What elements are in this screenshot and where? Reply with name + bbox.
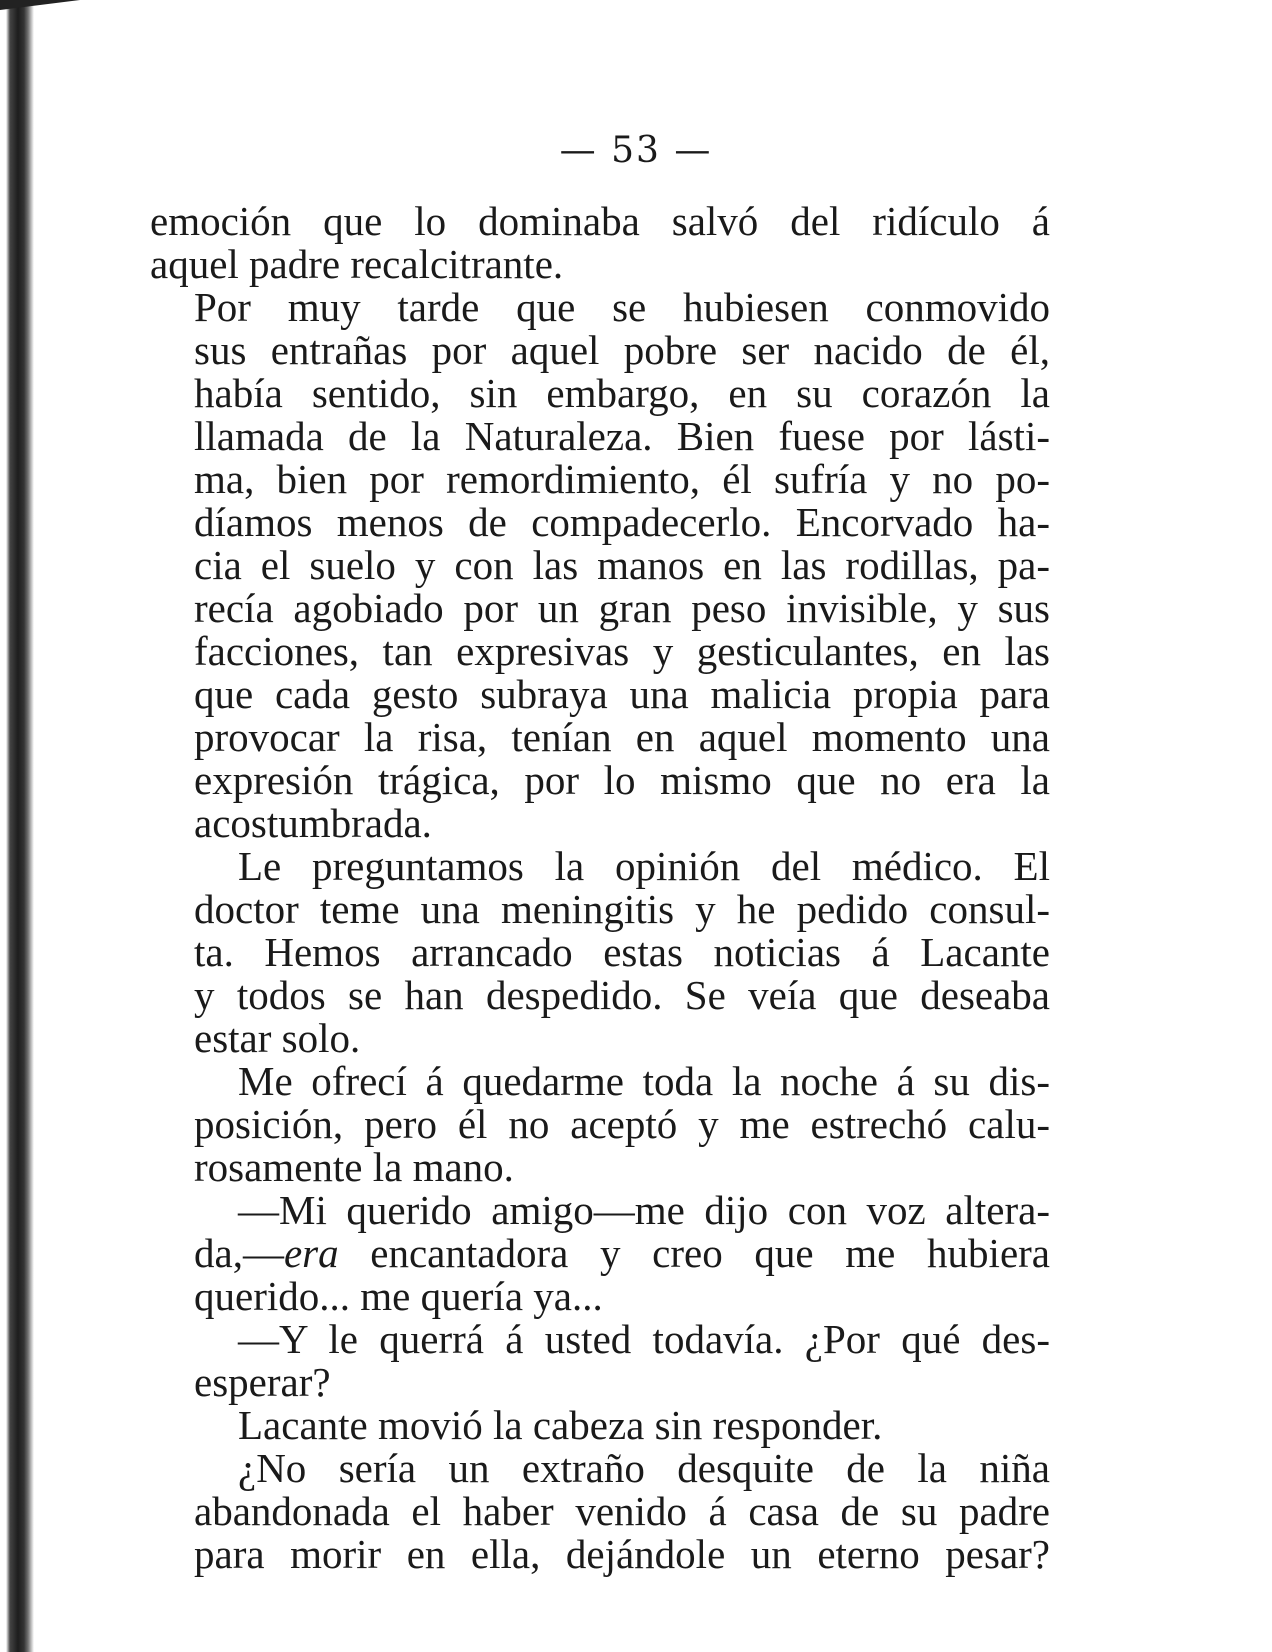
text-line: Me ofrecí á quedarme toda la noche á su dis- — [238, 1058, 1050, 1104]
paragraph-5 — [150, 1189, 1050, 1318]
text-line: cia el suelo y con las manos en las rodillas, pa- — [194, 542, 1050, 588]
paragraph-8 — [150, 1447, 1050, 1576]
text-line: Por muy tarde que se hubiesen conmovido — [194, 284, 1050, 330]
text-line: posición, pero él no aceptó y me estrechó calu- — [194, 1101, 1050, 1147]
text-line: aquel padre recalcitrante. — [150, 241, 564, 287]
text-line: ¿No sería un extraño desquite de la niña — [238, 1445, 1050, 1491]
text-line: y todos se han despedido. Se veía que deseaba — [194, 972, 1050, 1018]
text-line: querido... me quería ya... — [194, 1273, 603, 1319]
paragraph-4 — [150, 1060, 1050, 1189]
text-line: recía agobiado por un gran peso invisible, y sus — [194, 585, 1050, 631]
text-line: facciones, tan expresivas y gesticulantes, en las — [194, 628, 1050, 674]
page-number: — 53 — — [559, 130, 713, 171]
text-line: que cada gesto subraya una malicia propia para — [194, 671, 1050, 717]
text-line: —Mi querido amigo—me dijo con voz altera- — [238, 1187, 1050, 1233]
body-text — [150, 200, 1050, 1576]
text-line: abandonada el haber venido á casa de su padre — [194, 1488, 1050, 1534]
text-line: rosamente la mano. — [194, 1144, 514, 1190]
text-line: llamada de la Naturaleza. Bien fuese por lásti- — [194, 413, 1050, 459]
text-line: díamos menos de compadecerlo. Encorvado ha- — [194, 499, 1050, 545]
text-line: —Y le querrá á usted todavía. ¿Por qué des- — [238, 1316, 1050, 1362]
paragraph-7 — [150, 1404, 1050, 1447]
text-line: estar solo. — [194, 1015, 361, 1061]
text-fragment: da,— — [194, 1230, 284, 1276]
text-line: Le preguntamos la opinión del médico. El — [238, 843, 1050, 889]
text-line: Lacante movió la cabeza sin responder. — [238, 1402, 883, 1448]
text-line: esperar? — [194, 1359, 331, 1405]
text-line: expresión trágica, por lo mismo que no era la — [194, 757, 1050, 803]
book-binding-shadow — [0, 0, 36, 1652]
text-line: ma, bien por remordimiento, él sufría y no po- — [194, 456, 1050, 502]
text-line: para morir en ella, dejándole un eterno pesar? — [194, 1531, 1050, 1577]
paragraph-3 — [150, 845, 1050, 1060]
text-line: sus entrañas por aquel pobre ser nacido de él, — [194, 327, 1050, 373]
text-line: acostumbrada. — [194, 800, 432, 846]
text-fragment: encantadora y creo que me hubiera — [338, 1230, 1050, 1276]
corner-ink-mark — [0, 0, 80, 12]
paragraph-1 — [150, 200, 1050, 286]
text-line: ta. Hemos arrancado estas noticias á Lacante — [194, 929, 1050, 975]
paragraph-2 — [150, 286, 1050, 845]
text-line: provocar la risa, tenían en aquel momento una — [194, 714, 1050, 760]
paragraph-6 — [150, 1318, 1050, 1404]
text-line: había sentido, sin embargo, en su corazón la — [194, 370, 1050, 416]
text-line-with-italic — [150, 1232, 1050, 1275]
text-line: doctor teme una meningitis y he pedido consul- — [194, 886, 1050, 932]
italic-word: era — [283, 1230, 339, 1276]
text-line: emoción que lo dominaba salvó del ridículo á — [150, 198, 1050, 244]
